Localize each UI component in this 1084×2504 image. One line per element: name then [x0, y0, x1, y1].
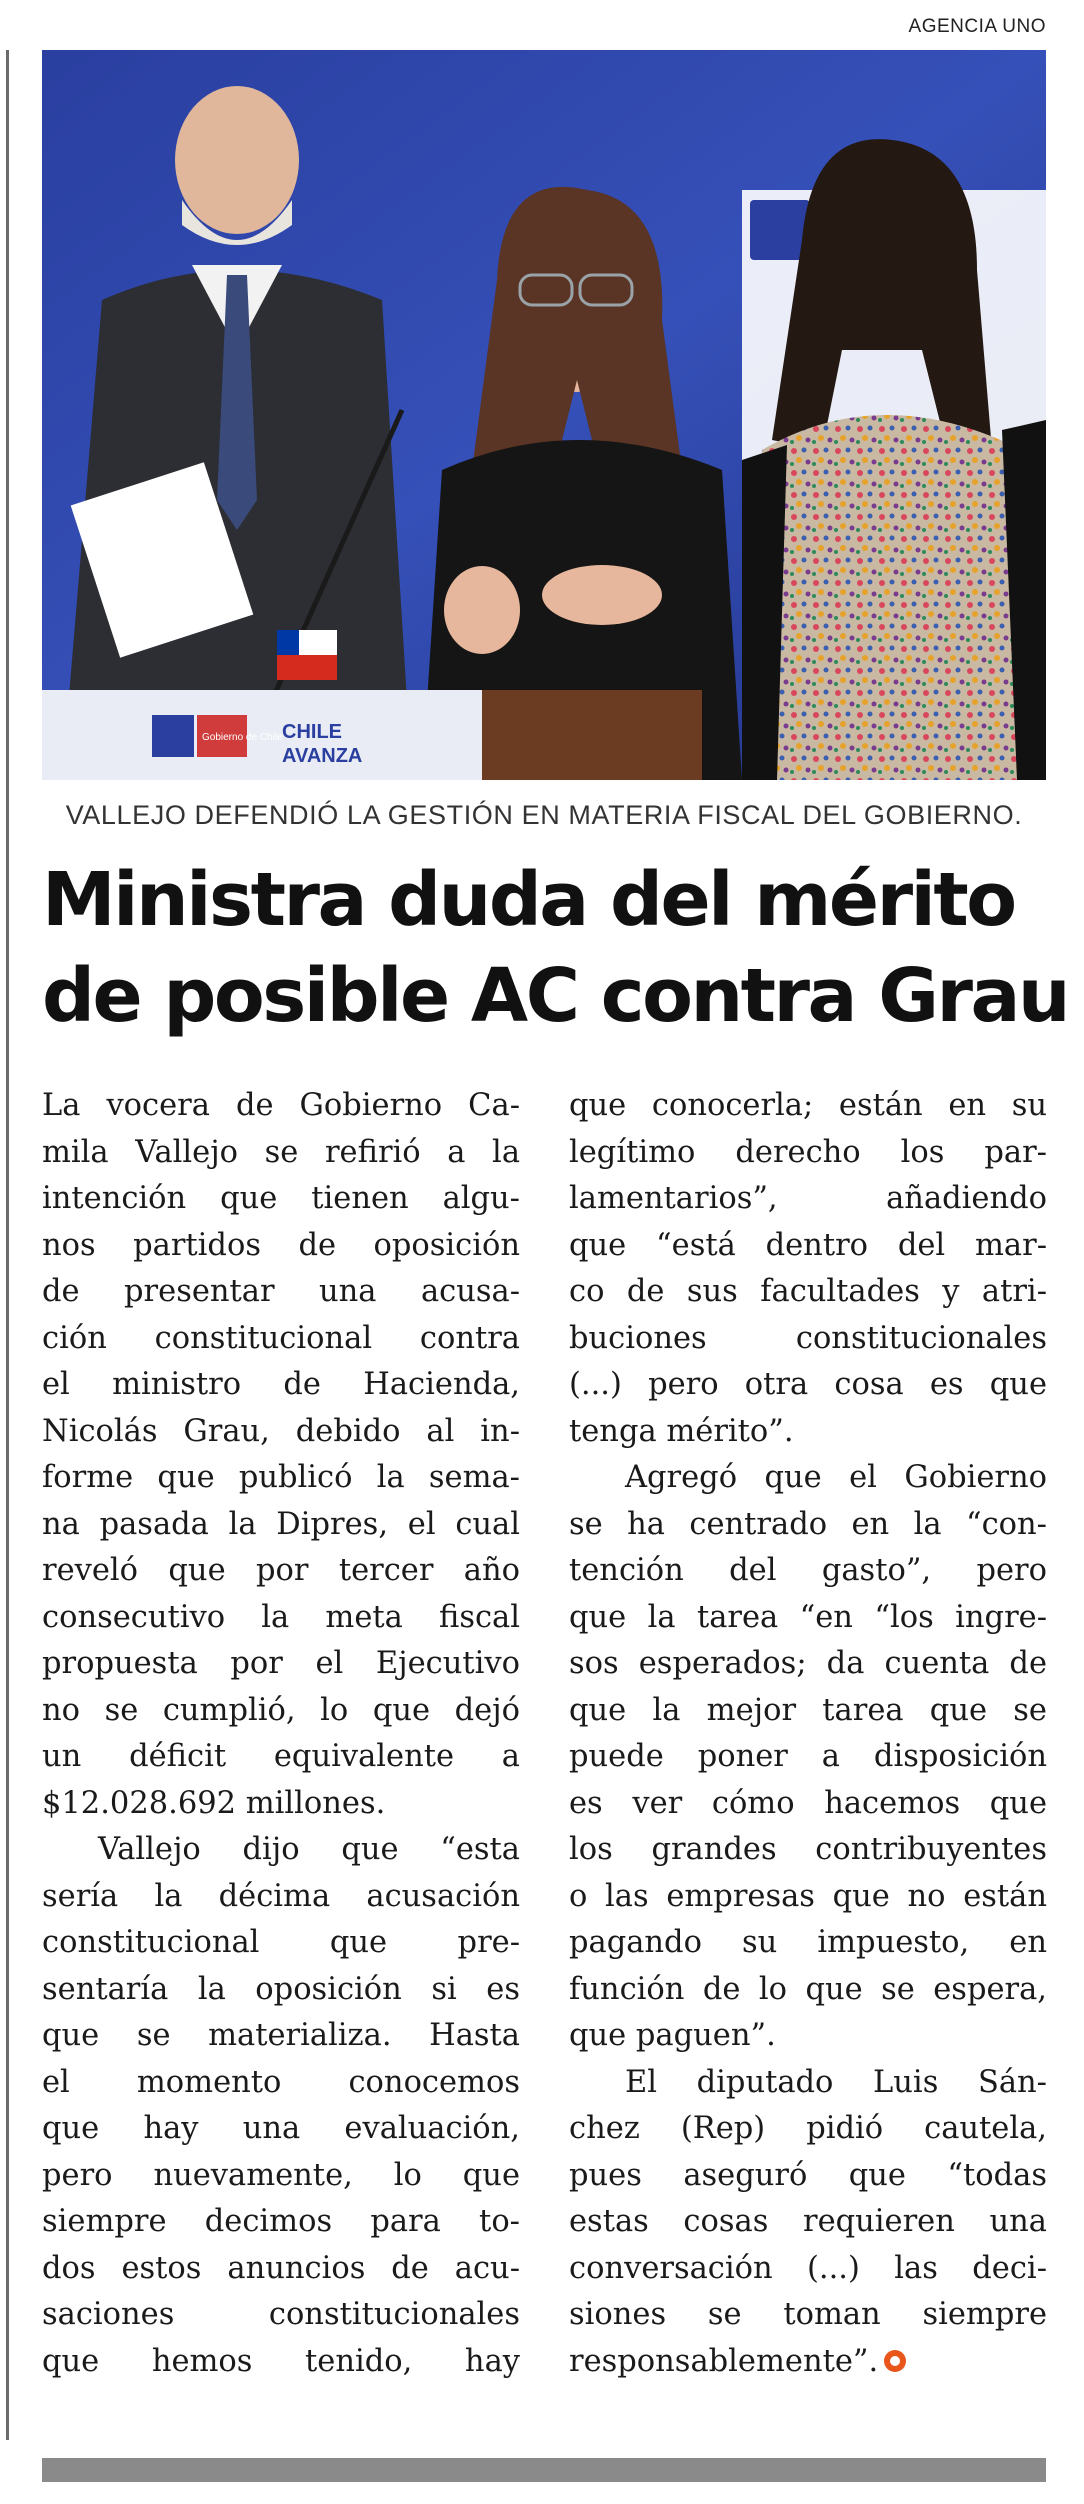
text-line: responsablemente”.	[569, 2343, 879, 2379]
text-line: que la mejor tarea que se	[569, 1692, 1047, 1728]
text-line: que hemos tenido, hay	[42, 2343, 520, 2379]
text-line: estas cosas requieren una	[569, 2204, 1047, 2239]
end-of-article-icon	[884, 2350, 906, 2372]
text-line: que se materializa. Hasta	[42, 2018, 520, 2053]
text-line: que “está dentro del mar-	[569, 1227, 1047, 1263]
text-line: puede poner a disposición	[569, 1739, 1047, 1774]
podium-slogan-line-2: AVANZA	[282, 745, 363, 767]
article-column-left	[42, 1083, 520, 2385]
headline-line: Ministra duda del mérito	[42, 857, 1015, 943]
column-rule	[6, 50, 9, 2440]
text-line: tención del gasto”, pero	[569, 1553, 1047, 1588]
text-line: que hay una evaluación,	[42, 2111, 520, 2146]
text-line-last	[569, 2339, 1047, 2386]
text-line: el ministro de Hacienda,	[42, 1367, 520, 1402]
text-line: pues aseguró que “todas	[569, 2157, 1047, 2193]
headline	[42, 852, 1069, 1044]
text-line: que conocerla; están en su	[569, 1088, 1047, 1123]
text-line: pero nuevamente, lo que	[42, 2157, 520, 2193]
text-line: sos esperados; da cuenta de	[569, 1646, 1047, 1681]
text-line: constitucional que pre-	[42, 1925, 520, 1960]
news-photo	[42, 50, 1046, 780]
text-line: de presentar una acusa-	[42, 1274, 520, 1309]
text-line: siones se toman siempre	[569, 2297, 1047, 2332]
text-line: tenga mérito”.	[569, 1413, 794, 1449]
text-line: siempre decimos para to-	[42, 2204, 520, 2239]
text-line: saciones constitucionales	[42, 2297, 520, 2332]
text-line: na pasada la Dipres, el cual	[42, 1506, 520, 1542]
text-line: que la tarea “en “los ingre-	[569, 1599, 1047, 1635]
text-line: (...) pero otra cosa es que	[569, 1367, 1047, 1402]
text-line: Agregó que el Gobierno	[625, 1460, 1047, 1495]
podium-logo-text: Gobierno de Chile	[202, 732, 283, 743]
text-line: un déficit equivalente a	[42, 1739, 520, 1774]
text-line: chez (Rep) pidió cautela,	[569, 2111, 1047, 2146]
bottom-rule	[42, 2458, 1046, 2482]
text-line: los grandes contribuyentes	[569, 1832, 1047, 1867]
text-line: La vocera de Gobierno Ca-	[42, 1088, 520, 1123]
text-line: $12.028.692 millones.	[42, 1785, 386, 1821]
text-line: consecutivo la meta fiscal	[42, 1599, 520, 1635]
text-line: dos estos anuncios de acu-	[42, 2250, 520, 2286]
text-line: reveló que por tercer año	[42, 1553, 520, 1588]
photo-credit: AGENCIA UNO	[908, 16, 1046, 37]
text-line: propuesta por el Ejecutivo	[42, 1646, 520, 1681]
headline-line: de posible AC contra Grau	[42, 953, 1069, 1039]
text-line: se ha centrado en la “con-	[569, 1506, 1047, 1542]
article-column-right	[569, 1083, 1047, 2385]
text-line: el momento conocemos	[42, 2064, 520, 2100]
text-line: es ver cómo hacemos que	[569, 1785, 1047, 1821]
text-line: sentaría la oposición si es	[42, 1971, 520, 2007]
text-line: Nicolás Grau, debido al in-	[42, 1413, 520, 1449]
text-line: nos partidos de oposición	[42, 1227, 520, 1263]
text-line: o las empresas que no están	[569, 1878, 1047, 1914]
text-line: mila Vallejo se refirió a la	[42, 1134, 520, 1170]
text-line: buciones constitucionales	[569, 1320, 1047, 1356]
text-line: co de sus facultades y atri-	[569, 1274, 1047, 1309]
text-line: ción constitucional contra	[42, 1320, 520, 1356]
text-line: conversación (...) las deci-	[569, 2250, 1047, 2286]
text-line: pagando su impuesto, en	[569, 1925, 1047, 1960]
text-line: legítimo derecho los par-	[569, 1134, 1047, 1170]
text-line: Vallejo dijo que “esta	[98, 1832, 520, 1867]
text-line: lamentarios”, añadiendo	[569, 1181, 1047, 1216]
text-line: que paguen”.	[569, 2018, 776, 2053]
text-line: sería la décima acusación	[42, 1878, 520, 1914]
text-line: forme que publicó la sema-	[42, 1460, 520, 1495]
text-line: intención que tienen algu-	[42, 1181, 520, 1216]
text-line: El diputado Luis Sán-	[625, 2064, 1047, 2100]
photo-caption: VALLEJO DEFENDIÓ LA GESTIÓN EN MATERIA FISCAL DEL GOBIERNO.	[65, 800, 1023, 830]
podium-slogan-line-1: CHILE	[282, 721, 342, 743]
text-line: no se cumplió, lo que dejó	[42, 1692, 520, 1728]
text-line: función de lo que se espera,	[569, 1971, 1047, 2007]
